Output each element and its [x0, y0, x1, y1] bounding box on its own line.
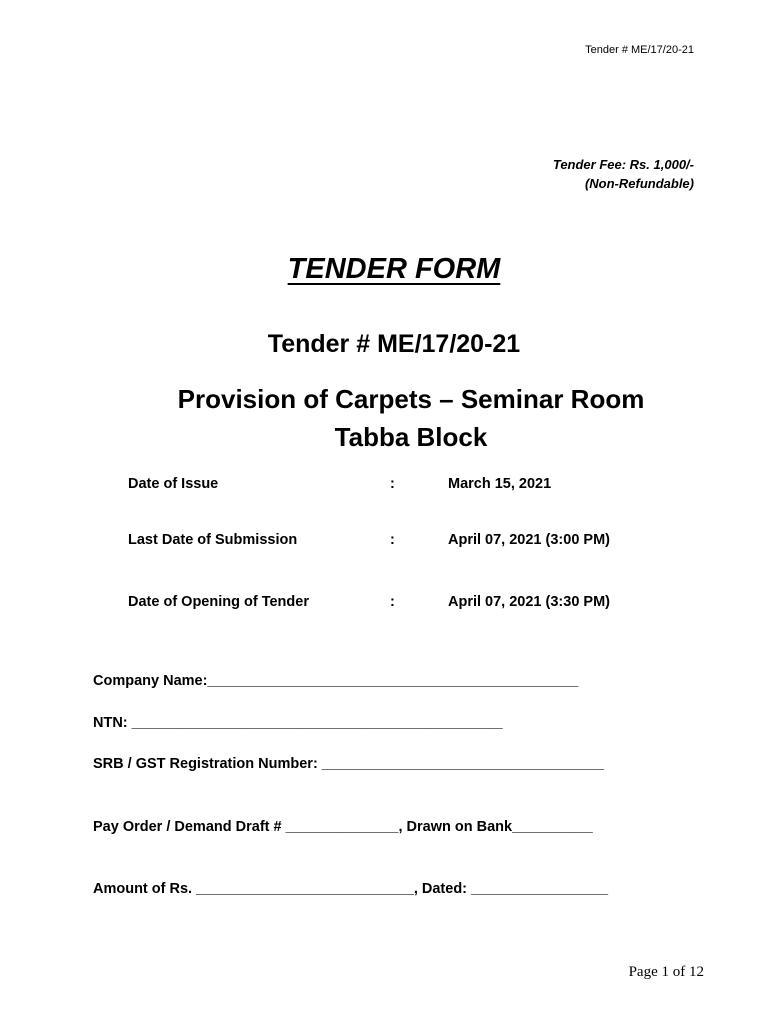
- ntn-field[interactable]: NTN: ______________________________________________: [93, 715, 503, 731]
- date-value: March 15, 2021: [448, 476, 552, 492]
- amount-field[interactable]: Amount of Rs. ___________________________, Dated: _________________: [93, 881, 609, 897]
- date-colon: :: [390, 476, 395, 492]
- date-row-opening: [128, 594, 688, 614]
- tender-subject-line-1: Provision of Carpets – Seminar Room: [177, 384, 645, 414]
- tender-fee-note: (Non-Refundable): [584, 176, 694, 191]
- tender-fee-block: [553, 155, 694, 193]
- date-row-issue: [128, 476, 688, 496]
- date-value: April 07, 2021 (3:00 PM): [448, 532, 610, 548]
- company-name-field[interactable]: Company Name:______________________________________________: [93, 673, 579, 689]
- document-title: TENDER FORM: [287, 253, 501, 285]
- header-tender-reference: Tender # ME/17/20-21: [585, 44, 694, 56]
- tender-number: Tender # ME/17/20-21: [267, 330, 521, 358]
- date-label: Last Date of Submission: [128, 532, 298, 548]
- tender-fee-amount: Tender Fee: Rs. 1,000/-: [552, 157, 694, 172]
- date-label: Date of Opening of Tender: [128, 594, 309, 610]
- page-number: Page 1 of 12: [628, 964, 704, 980]
- tender-subject-line-2: Tabba Block: [334, 422, 488, 452]
- date-value: April 07, 2021 (3:30 PM): [448, 594, 610, 610]
- pay-order-field[interactable]: Pay Order / Demand Draft # ______________, Drawn on Bank__________: [93, 819, 593, 835]
- srb-gst-field[interactable]: SRB / GST Registration Number: ___________________________________: [93, 756, 605, 772]
- date-colon: :: [390, 532, 395, 548]
- date-colon: :: [390, 594, 395, 610]
- tender-subject: [0, 380, 770, 456]
- date-label: Date of Issue: [128, 476, 219, 492]
- date-row-submission: [128, 532, 688, 552]
